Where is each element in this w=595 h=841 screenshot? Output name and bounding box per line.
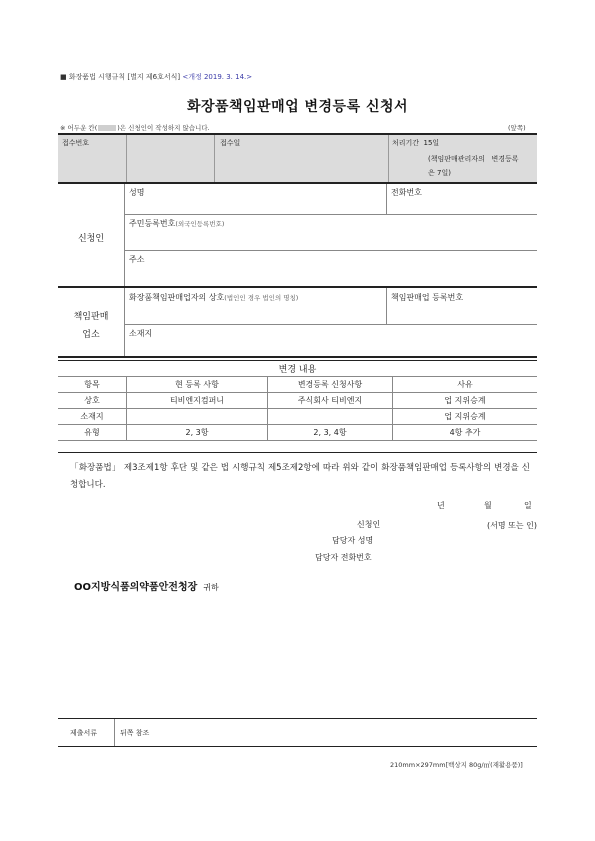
trade-name-text: 화장품책임판매업자의 상호: [129, 293, 225, 302]
receipt-no-label: 접수번호: [62, 139, 90, 147]
rule-bottom: [58, 182, 537, 184]
header-current: 현 등록 사항: [127, 377, 268, 393]
divider: [386, 184, 387, 214]
form-ref-text: ■ 화장품법 시행규칙 [별지 제6호서식]: [60, 73, 181, 81]
header-item: 항목: [58, 377, 127, 393]
receipt-date-label: 접수일: [220, 139, 241, 147]
cell: 상호: [58, 393, 127, 409]
processing-note: [428, 154, 519, 164]
page-side-note: (앞쪽): [508, 124, 526, 132]
addressee-suffix: 귀하: [203, 583, 219, 592]
processing-note2: 변경등록: [491, 155, 519, 163]
cell: [127, 409, 268, 425]
divider: [114, 719, 115, 746]
processing-note3: 은 7일): [428, 169, 451, 177]
cell: 유형: [58, 425, 127, 441]
rule-attachments-bottom: [58, 746, 537, 747]
applicant-section-label: 신청인: [77, 234, 105, 244]
business-label-line1: 책임판매: [73, 312, 109, 322]
divider: [124, 214, 537, 215]
revision-date: <개정 2019. 3. 14.>: [182, 73, 253, 81]
date-day-label: 일: [524, 501, 532, 510]
trade-name-note: (법인인 경우 법인의 명칭): [224, 294, 299, 302]
header-requested: 변경등록 신청사항: [268, 377, 393, 393]
officer-phone-label: 담당자 전화번호: [315, 553, 372, 562]
processing-label: 처리기간: [392, 139, 420, 147]
addressee-name: OO지방식품의약품안전청장: [74, 582, 198, 593]
applicant-phone-label: 전화번호: [391, 188, 422, 197]
rule-table-bottom: [58, 452, 537, 453]
officer-name-label: 담당자 성명: [332, 536, 374, 545]
divider: [124, 324, 537, 325]
business-reg-no-label: 책임판매업 등록번호: [391, 293, 464, 302]
cell: 업 지위승계: [393, 409, 538, 425]
paper-spec: 210mm×297mm[백상지 80g/㎡(재활용품)]: [390, 761, 523, 769]
rule-section: [58, 356, 537, 358]
date-year-label: 년: [437, 501, 445, 510]
rrn-text: 주민등록번호: [129, 219, 176, 228]
change-caption: 변경 내용: [58, 360, 537, 377]
instruction-pre: ※ 어두운 칸(: [60, 124, 98, 132]
divider: [124, 250, 537, 251]
change-details-table: [58, 360, 537, 441]
cell: 티비엔지컴퍼니: [127, 393, 268, 409]
page-title: 화장품책임판매업 변경등록 신청서: [186, 99, 409, 115]
cell: 2, 3항: [127, 425, 268, 441]
processing-days: 15일: [423, 139, 440, 147]
applicant-rrn-label: [129, 218, 224, 229]
business-location-label: 소재지: [129, 329, 153, 338]
instruction-post: )은 신청인이 작성하지 않습니다.: [117, 124, 210, 132]
cell: 2, 3, 4항: [268, 425, 393, 441]
divider: [124, 288, 125, 356]
processing-period-label: [392, 138, 439, 148]
cell: 4항 추가: [393, 425, 538, 441]
divider: [126, 135, 127, 182]
date-month-label: 월: [484, 501, 492, 510]
form-reference: [60, 72, 252, 82]
cell: [268, 409, 393, 425]
business-label-line2: 업소: [82, 330, 100, 340]
cell: 업 지위승계: [393, 393, 538, 409]
applicant-address-label: 주소: [129, 255, 145, 264]
trade-name-label: [129, 292, 298, 303]
attachments-value: 뒤쪽 참조: [120, 729, 150, 737]
attachments-label: 제출서류: [70, 729, 98, 737]
rrn-note: (외국인등록번호): [175, 220, 225, 228]
rule-table-top: [58, 360, 537, 361]
divider: [386, 288, 387, 324]
table-caption-row: [58, 360, 537, 377]
processing-note1: (책임판매관리자의: [428, 155, 485, 163]
divider: [214, 135, 215, 182]
cell: 소재지: [58, 409, 127, 425]
divider: [388, 135, 389, 182]
applicant-sign-label: 신청인: [357, 520, 381, 529]
business-section-label: [58, 308, 124, 344]
table-row: [58, 409, 537, 425]
cell: 주식회사 티비엔지: [268, 393, 393, 409]
rule-top: [58, 133, 537, 135]
application-statement: 「화장품법」 제3조제1항 후단 및 같은 법 시행규칙 제5조제2항에 따라 위와 같이 화장품책임판매업 등록사항의 변경을 신청합니다.: [70, 463, 530, 490]
table-header-row: [58, 377, 537, 393]
applicant-name-label: 성명: [129, 188, 145, 197]
rule-attachments-top: [58, 718, 537, 719]
table-row: [58, 393, 537, 409]
addressee: [74, 578, 219, 593]
rule-section: [58, 286, 537, 288]
divider: [124, 184, 125, 286]
instruction-note: [60, 123, 210, 132]
shaded-cell-sample: [98, 125, 116, 131]
sign-or-seal-note: (서명 또는 인): [487, 521, 537, 530]
table-row: [58, 425, 537, 441]
header-reason: 사유: [393, 377, 538, 393]
